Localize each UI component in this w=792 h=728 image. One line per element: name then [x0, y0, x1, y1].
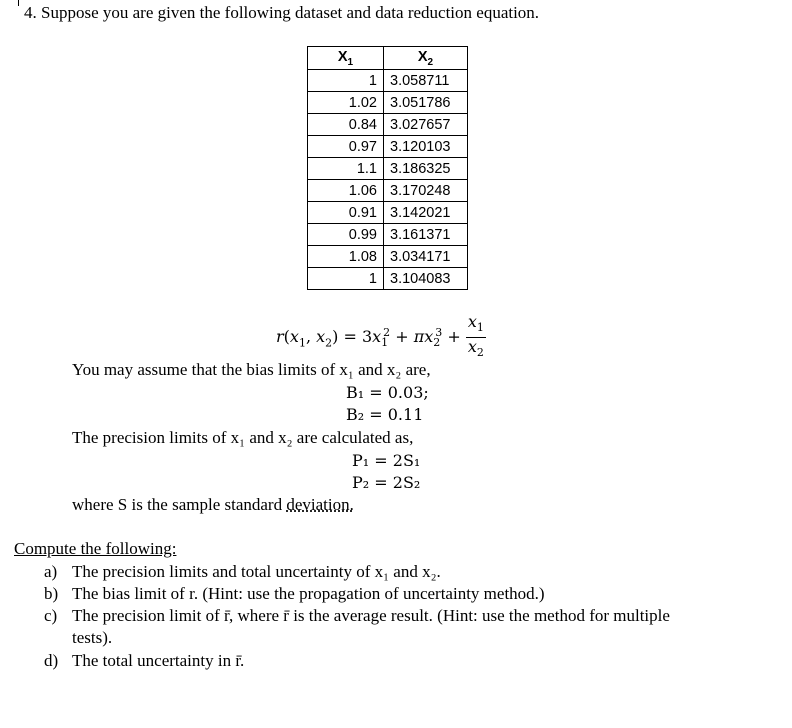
table-row	[308, 202, 468, 224]
reduction-equation: $r(x_1$, $x_2) = 3x_1^2 + \pi x_2^3$ + $\frac{x_1}{x_2}$	[276, 313, 486, 362]
cell-x1: 1	[308, 70, 384, 92]
task-label: c)	[44, 606, 58, 625]
margin-mark	[18, 0, 19, 6]
cell-x1: 1	[308, 268, 384, 290]
precision-p2: P₂ = 2S₂	[352, 473, 421, 492]
cell-x2: 3.170248	[384, 180, 468, 202]
cell-x1: 0.99	[308, 224, 384, 246]
table-row	[308, 158, 468, 180]
table-row	[308, 70, 468, 92]
cell-x2: 3.051786	[384, 92, 468, 114]
task-label: b)	[44, 584, 59, 603]
compute-heading: Compute the following:	[14, 539, 177, 558]
table-header-row	[308, 47, 468, 70]
cell-x2: 3.104083	[384, 268, 468, 290]
bias-b2: B₂ = 0.11	[346, 405, 424, 424]
task-text: The total uncertainty in r̄.	[72, 651, 245, 670]
cell-x2: 3.058711	[384, 70, 468, 92]
table-row	[308, 268, 468, 290]
table-row	[308, 136, 468, 158]
fraction-x1-over-x2: $\frac{x_1}{x_2}$	[467, 312, 484, 360]
cell-x1: 0.84	[308, 114, 384, 136]
table-row	[308, 224, 468, 246]
question-heading	[24, 3, 539, 23]
cell-x2: 3.120103	[384, 136, 468, 158]
header-x2: $X_2$	[384, 47, 468, 70]
task-label: a)	[44, 562, 58, 581]
task-text: The precision limit of r̄, where r̄ is the average result. (Hint: use the method for multiple	[72, 606, 670, 625]
table-row	[308, 114, 468, 136]
bias-intro: You may assume that the bias limits of x₁ and x₂ are,	[72, 360, 431, 379]
cell-x1: 0.91	[308, 202, 384, 224]
cell-x2: 3.161371	[384, 224, 468, 246]
cell-x1: 0.97	[308, 136, 384, 158]
bias-b1: B₁ = 0.03;	[346, 383, 429, 402]
cell-x1: 1.08	[308, 246, 384, 268]
task-text: The bias limit of r. (Hint: use the propagation of uncertainty method.)	[72, 584, 545, 603]
table-row	[308, 92, 468, 114]
where-text: where S is the sample standard	[72, 495, 287, 514]
where-statement	[72, 495, 354, 515]
header-x1: $X_1$	[308, 47, 384, 70]
precision-p1: P₁ = 2S₁	[352, 451, 421, 470]
cell-x1: 1.1	[308, 158, 384, 180]
precision-intro: The precision limits of x₁ and x₂ are calculated as,	[72, 428, 414, 447]
task-text: The precision limits and total uncertainty of x₁ and x₂.	[72, 562, 441, 581]
table-row	[308, 246, 468, 268]
question-text: Suppose you are given the following dataset and data reduction equation.	[41, 3, 540, 22]
where-word: deviation.	[286, 495, 354, 514]
cell-x2: 3.027657	[384, 114, 468, 136]
cell-x2: 3.034171	[384, 246, 468, 268]
task-text: tests).	[72, 628, 113, 647]
cell-x2: 3.186325	[384, 158, 468, 180]
task-label: d)	[44, 651, 59, 670]
table-row	[308, 180, 468, 202]
dataset-table	[307, 46, 468, 290]
cell-x1: 1.06	[308, 180, 384, 202]
cell-x1: 1.02	[308, 92, 384, 114]
cell-x2: 3.142021	[384, 202, 468, 224]
question-number: 4.	[24, 3, 37, 22]
